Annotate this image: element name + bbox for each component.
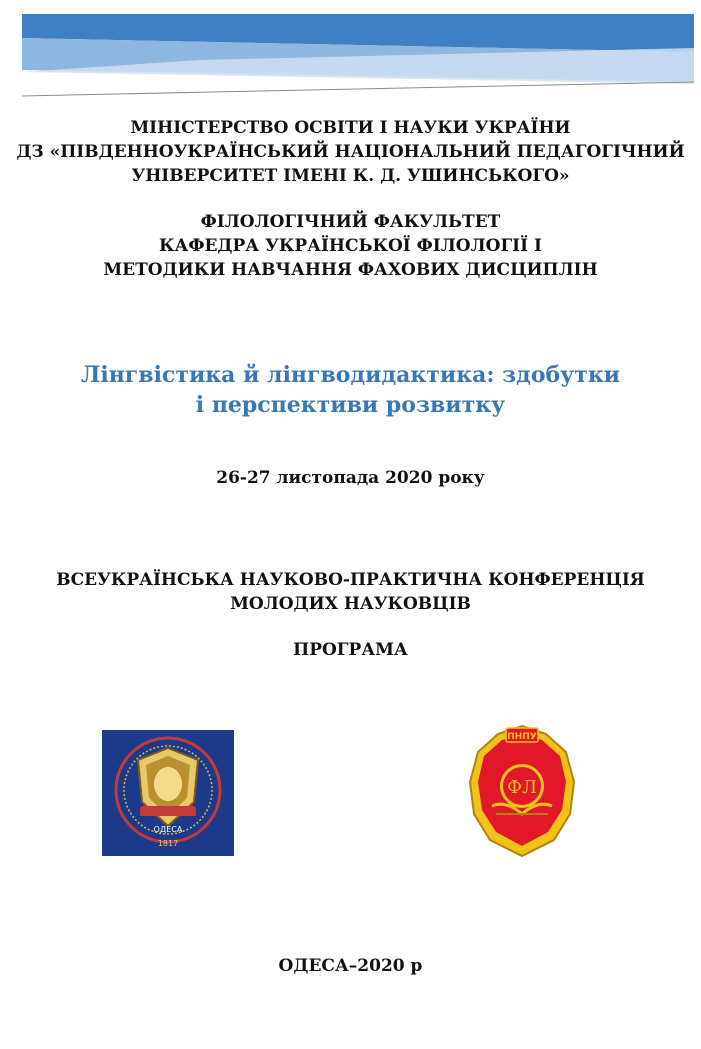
program-label: ПРОГРАМА	[293, 640, 408, 660]
faculty-heading	[0, 210, 701, 282]
faculty-line: КАФЕДРА УКРАЇНСЬКОЇ ФІЛОЛОГІЇ І	[159, 236, 542, 256]
logo-year-text: 1817	[157, 839, 179, 848]
ministry-line: ДЗ «ПІВДЕННОУКРАЇНСЬКИЙ НАЦІОНАЛЬНИЙ ПЕДАГОГІЧНИЙ	[16, 142, 685, 162]
city-year: ОДЕСА–2020 р	[278, 956, 423, 976]
conference-type-line: МОЛОДИХ НАУКОВЦІВ	[230, 594, 471, 614]
conference-title	[0, 360, 701, 420]
conference-type	[0, 568, 701, 616]
ministry-heading	[0, 116, 701, 188]
logo-city-text: ОДЕСА	[153, 825, 183, 834]
faculty-line: МЕТОДИКИ НАВЧАННЯ ФАХОВИХ ДИСЦИПЛІН	[103, 260, 598, 280]
ministry-line: МІНІСТЕРСТВО ОСВІТИ І НАУКИ УКРАЇНИ	[130, 118, 571, 138]
conference-title-line: Лінгвістика й лінгводидактика: здобутки	[80, 362, 621, 388]
university-logo	[102, 730, 234, 856]
logo-center-text: ФЛ	[507, 777, 537, 798]
faculty-line: ФІЛОЛОГІЧНИЙ ФАКУЛЬТЕТ	[200, 212, 501, 232]
conference-type-line: ВСЕУКРАЇНСЬКА НАУКОВО-ПРАКТИЧНА КОНФЕРЕНЦІЯ	[56, 570, 645, 590]
conference-title-line: і перспективи розвитку	[195, 392, 506, 418]
header-banner	[0, 0, 701, 110]
ministry-line: УНІВЕРСИТЕТ ІМЕНІ К. Д. УШИНСЬКОГО»	[131, 166, 570, 186]
faculty-logo	[466, 722, 578, 862]
logo-top-text: ПНПУ	[507, 732, 537, 742]
conference-date: 26-27 листопада 2020 року	[216, 468, 485, 488]
